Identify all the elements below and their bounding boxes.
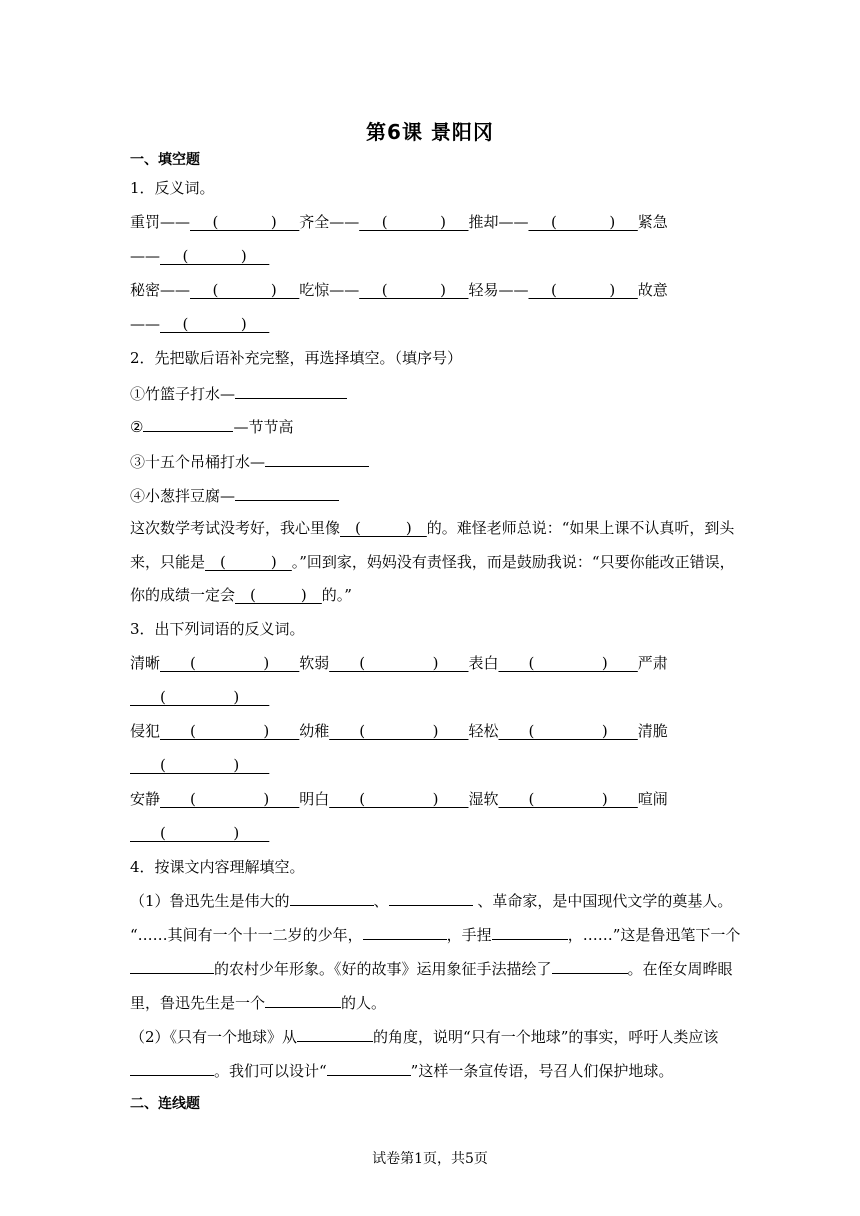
text: 的角度，说明“只有一个地球”的事实，呼吁人类应该 [373, 1028, 719, 1046]
word: 齐全—— [299, 213, 360, 231]
answer-blank[interactable]: ____(_________)____ [329, 790, 469, 808]
answer-line[interactable] [327, 1060, 411, 1076]
dash: —— [130, 247, 160, 265]
q3-row1 [130, 653, 668, 673]
answer-blank[interactable]: __(______)__ [205, 553, 292, 571]
text: 的人。 [341, 994, 387, 1012]
q4-heading: 4．按课文内容理解填空。 [130, 858, 305, 876]
word: 湿软 [468, 790, 499, 808]
q1-row1-tail [130, 246, 269, 266]
text: ，……”这是鲁迅笔下一个 [567, 926, 741, 944]
answer-line[interactable] [552, 958, 628, 974]
text: （1）鲁迅先生是伟大的 [130, 892, 290, 910]
text: “……其间有一个十一二岁的少年， [130, 926, 363, 944]
text: 、 [373, 892, 389, 910]
q2-para-line3 [130, 585, 352, 605]
answer-line[interactable] [235, 485, 339, 501]
word: 表白 [468, 654, 499, 672]
answer-blank[interactable]: ___(_______)___ [528, 281, 638, 299]
q1-heading: 1．反义词。 [130, 179, 215, 197]
q4-line4 [130, 992, 386, 1013]
idiom-text: —节节高 [233, 418, 294, 436]
word: 清晰 [130, 654, 161, 672]
answer-blank[interactable]: ____(_________)____ [329, 722, 469, 740]
text: 你的成绩一定会 [130, 586, 236, 604]
text: 里，鲁迅先生是一个 [130, 994, 266, 1012]
answer-line[interactable] [290, 890, 374, 906]
q3-row2-tail [130, 755, 269, 775]
page-footer: 试卷第1页，共5页 [372, 1151, 488, 1167]
section-fill-in: 一、填空题 [130, 152, 200, 168]
q1-row2 [130, 280, 668, 300]
q4-line2 [130, 924, 740, 945]
idiom-text: ③十五个吊桶打水— [130, 453, 266, 471]
answer-line[interactable] [297, 1026, 373, 1042]
word: 吃惊—— [299, 281, 360, 299]
word: 推却—— [468, 213, 529, 231]
text: 。我们可以设计“ [214, 1062, 327, 1080]
text: （2）《只有一个地球》从 [130, 1028, 298, 1046]
answer-blank[interactable]: ____(_________)____ [130, 756, 270, 774]
answer-blank[interactable]: ___(_______)___ [190, 281, 300, 299]
answer-line[interactable] [363, 924, 447, 940]
word: 软弱 [299, 654, 330, 672]
text: 的。难怪老师总说：“如果上课不认真听，到头 [426, 519, 735, 537]
word: 故意 [637, 281, 668, 299]
answer-line[interactable] [265, 992, 341, 1008]
answer-blank[interactable]: ____(_________)____ [498, 790, 638, 808]
q3-row3 [130, 789, 668, 809]
q1-row2-tail [130, 314, 269, 334]
q2-heading: 2．先把歇后语补充完整，再选择填空。（填序号） [130, 349, 463, 367]
answer-line[interactable] [492, 924, 568, 940]
text: ”这样一条宣传语，号召人们保护地球。 [410, 1062, 674, 1080]
answer-blank[interactable]: ____(_________)____ [130, 824, 270, 842]
answer-blank[interactable]: ____(_________)____ [498, 722, 638, 740]
answer-line[interactable] [389, 890, 473, 906]
text: 这次数学考试没考好，我心里像 [130, 519, 341, 537]
word: 清脆 [637, 722, 668, 740]
q2-item2 [130, 416, 293, 437]
answer-line[interactable] [130, 1060, 214, 1076]
text: 来，只能是 [130, 553, 206, 571]
q3-heading: 3．出下列词语的反义词。 [130, 620, 305, 638]
word: 喧闹 [637, 790, 668, 808]
word: 安静 [130, 790, 161, 808]
answer-blank[interactable]: ___(_______)___ [160, 247, 270, 265]
q1-row1 [130, 212, 668, 232]
answer-blank[interactable]: ___(_______)___ [528, 213, 638, 231]
answer-line[interactable] [265, 451, 369, 467]
q2-para-line2 [130, 552, 735, 572]
answer-line[interactable] [130, 958, 214, 974]
text: 。”回到家，妈妈没有责怪我，而是鼓励我说：“只要你能改正错误， [291, 553, 735, 571]
answer-blank[interactable]: ____(_________)____ [160, 790, 300, 808]
answer-blank[interactable]: ____(_________)____ [160, 722, 300, 740]
answer-blank[interactable]: ___(_______)___ [359, 213, 469, 231]
text: 的农村少年形象。《好的故事》运用象征手法描绘了 [214, 960, 552, 978]
dash: —— [130, 315, 160, 333]
q2-para-line1 [130, 518, 734, 538]
word: 秘密—— [130, 281, 191, 299]
answer-blank[interactable]: ____(_________)____ [160, 654, 300, 672]
word: 轻松 [468, 722, 499, 740]
q3-row2 [130, 721, 668, 741]
word: 幼稚 [299, 722, 330, 740]
answer-blank[interactable]: ____(_________)____ [329, 654, 469, 672]
answer-line[interactable] [235, 383, 347, 399]
q2-item1 [130, 383, 347, 404]
q3-row3-tail [130, 823, 269, 843]
text: 、革命家，是中国现代文学的奠基人。 [472, 892, 733, 910]
answer-blank[interactable]: __(______)__ [235, 586, 322, 604]
answer-blank[interactable]: ___(_______)___ [160, 315, 270, 333]
answer-blank[interactable]: __(______)__ [340, 519, 427, 537]
text: ，手捏 [446, 926, 492, 944]
q2-item4 [130, 485, 339, 506]
section-matching: 二、连线题 [130, 1096, 200, 1112]
q3-row1-tail [130, 687, 269, 707]
word: 侵犯 [130, 722, 161, 740]
word: 重罚—— [130, 213, 191, 231]
word: 严肃 [637, 654, 668, 672]
answer-line[interactable] [143, 416, 233, 432]
answer-blank[interactable]: ____(_________)____ [130, 688, 270, 706]
text: 的。” [321, 586, 352, 604]
q4-line3 [130, 958, 733, 979]
q2-item3 [130, 451, 369, 472]
answer-blank[interactable]: ___(_______)___ [190, 213, 300, 231]
page-title: 第6课 景阳冈 [366, 120, 494, 144]
word: 轻易—— [468, 281, 529, 299]
idiom-text: ①竹篮子打水— [130, 385, 236, 403]
q4-line5 [130, 1026, 718, 1047]
idiom-text: ② [130, 418, 144, 436]
word: 明白 [299, 790, 330, 808]
q4-line1 [130, 890, 732, 911]
answer-blank[interactable]: ___(_______)___ [359, 281, 469, 299]
text: 。在侄女周晔眼 [627, 960, 733, 978]
q4-line6 [130, 1060, 673, 1081]
answer-blank[interactable]: ____(_________)____ [498, 654, 638, 672]
idiom-text: ④小葱拌豆腐— [130, 487, 236, 505]
word: 紧急 [637, 213, 668, 231]
